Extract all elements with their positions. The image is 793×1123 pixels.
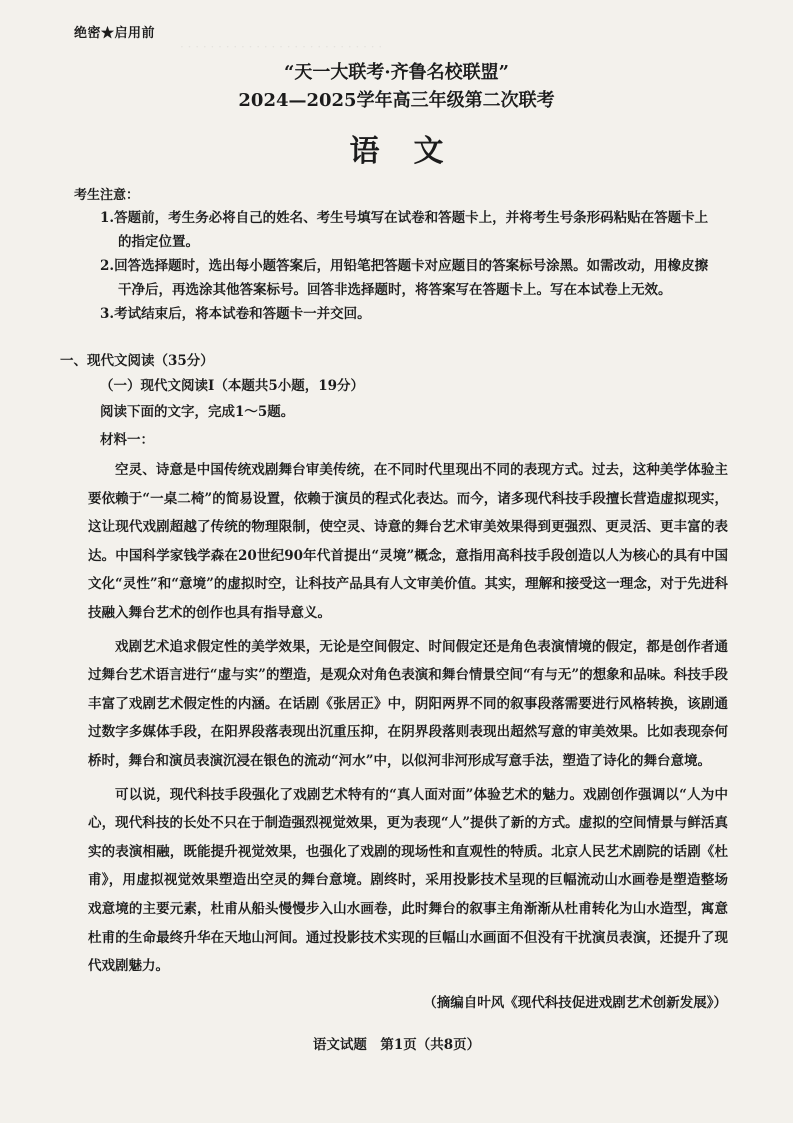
confidential-mark: 绝密★启用前 — [74, 26, 156, 41]
subject-title: 语文 — [349, 134, 478, 169]
notice-item-continuation: 干净后，再选涂其他答案标号。回答非选择题时，将答案写在答题卡上。写在本试卷上无效。 — [118, 282, 672, 298]
paragraph: 戏剧艺术追求假定性的美学效果，无论是空间假定、时间假定还是角色表演情境的假定，都是创作者通过舞台艺术语言进行“虚与实”的塑造，是观众对角色表演和舞台情景空间“有与无”的想象和品味。科技手段丰富了戏剧艺术假定性的内涵。在话剧《张居正》中，阴阳两界不同的叙事段落需要进行风格转换，该剧通过数字多媒体手段，在阳界段落表现出沉重压抑，在阴界段落则表现出超然写意的审美效果。比如表现奈何桥时，舞台和演员表演沉浸在银色的流动“河水”中，以似河非河形成写意手法，塑造了诗化的舞台意境。 — [88, 638, 728, 769]
notice-item: 1.答题前，考生务必将自己的姓名、考生号填写在试卷和答题卡上，并将考生号条形码粘贴在答题卡上 — [100, 210, 709, 226]
exam-title: “天一大联考·齐鲁名校联盟” — [284, 62, 509, 83]
notice-heading: 考生注意： — [74, 188, 140, 203]
section-heading: 一、现代文阅读（35分） — [60, 353, 214, 369]
notice-list — [100, 206, 728, 326]
subsection-heading: （一）现代文阅读Ⅰ（本题共5小题，19分） — [100, 378, 364, 394]
source-citation: （摘编自叶风《现代科技促进戏剧艺术创新发展》） — [423, 995, 727, 1011]
material-label: 材料一： — [100, 432, 154, 448]
notice-item: 3.考试结束后，将本试卷和答题卡一并交回。 — [100, 306, 371, 322]
reading-instruction: 阅读下面的文字，完成1～5题。 — [100, 404, 295, 420]
notice-item-continuation: 的指定位置。 — [118, 234, 199, 250]
paragraph: 空灵、诗意是中国传统戏剧舞台审美传统，在不同时代里现出不同的表现方式。过去，这种美学体验主要依赖于“一桌二椅”的简易设置，依赖于演员的程式化表达。而今，诸多现代科技手段擅长营造虚拟现实，这让现代戏剧超越了传统的物理限制，使空灵、诗意的舞台艺术审美效果得到更强烈、更灵活、更丰富的表达。中国科学家钱学森在20世纪90年代首提出“灵境”概念，意指用高科技手段创造以人为核心的具有中国文化“灵性”和“意境”的虚拟时空，让科技产品具有人文审美价值。其实，理解和接受这一理念，对于先进科技融入舞台艺术的创作也具有指导意义。 — [88, 462, 728, 621]
notice-item: 2.回答选择题时，选出每小题答案后，用铅笔把答题卡对应题目的答案标号涂黑。如需改动，用橡皮擦 — [100, 258, 709, 274]
exam-subtitle: 2024—2025学年高三年级第二次联考 — [238, 90, 555, 111]
paragraph: 可以说，现代科技手段强化了戏剧艺术特有的“真人面对面”体验艺术的魅力。戏剧创作强调以“人为中心，现代科技的长处不只在于制造强烈视觉效果，更为表现“人”提供了新的方式。虚拟的空间情景与鲜活真实的表演相融，既能提升视觉效果，也强化了戏剧的现场性和直观性的特质。北京人民艺术剧院的话剧《杜甫》，用虚拟视觉效果塑造出空灵的舞台意境。剧终时，采用投影技术呈现的巨幅流动山水画卷是塑造整场戏意境的主要元素，杜甫从船头慢慢步入山水画卷，此时舞台的叙事主角渐渐从杜甫转化为山水造型，寓意杜甫的生命最终升华在天地山河间。通过投影技术实现的巨幅山水画面不但没有干扰演员表演，还提升了现代戏剧魅力。 — [88, 786, 728, 975]
bleed-through-text: · · · · · · · · · · · · · · · · · · · · · · · · · · · — [180, 40, 383, 54]
page-footer: 语文试题 第1页（共8页） — [312, 1037, 481, 1053]
material-body — [88, 456, 728, 986]
